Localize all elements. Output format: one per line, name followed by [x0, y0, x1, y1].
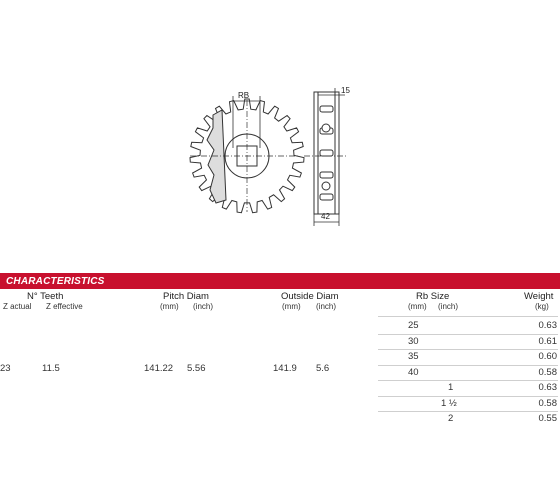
rb-row-divider — [378, 334, 558, 335]
rb-row-mm: 40 — [408, 366, 419, 378]
rb-row-divider — [378, 380, 558, 381]
rb-row-weight: 0.63 — [538, 320, 557, 331]
value-z-effective: 11.5 — [42, 363, 60, 374]
sprocket-front-view — [190, 99, 304, 213]
header-pitch-diam: Pitch Diam — [163, 291, 209, 302]
header-weight: Weight — [524, 291, 554, 302]
rb-row-inch: 1 ½ — [441, 397, 457, 409]
rb-row-divider — [378, 411, 558, 412]
rb-row-inch: 1 — [448, 382, 454, 393]
value-outside-mm: 141.9 — [273, 363, 297, 374]
value-pitch-mm: 141.22 — [144, 363, 174, 374]
header-n-teeth: N° Teeth — [27, 291, 64, 302]
header-rb-inch: (inch) — [438, 302, 459, 311]
header-outside-diam: Outside Diam — [281, 291, 339, 302]
header-outside-inch: (inch) — [316, 302, 337, 311]
value-z-actual: 23 — [0, 363, 11, 374]
rb-row-weight: 0.63 — [538, 382, 557, 393]
header-weight-kg: (kg) — [535, 302, 549, 311]
bottom-width-label: 42 — [321, 212, 330, 221]
side-view-tooth-4 — [320, 172, 333, 178]
header-outside-mm: (mm) — [282, 302, 301, 311]
value-outside-inch: 5.6 — [316, 363, 330, 374]
side-view-tooth-1 — [320, 106, 333, 112]
rb-row-weight: 0.60 — [538, 351, 557, 362]
rb-row-divider — [378, 396, 558, 397]
value-pitch-inch: 5.56 — [187, 363, 206, 374]
header-pitch-inch: (inch) — [193, 302, 214, 311]
rb-row-weight: 0.55 — [538, 413, 557, 424]
header-z-effective: Z effective — [46, 302, 83, 311]
header-z-actual: Z actual — [3, 302, 32, 311]
rb-row-mm: 30 — [408, 335, 419, 347]
rb-row-divider — [378, 349, 558, 350]
rb-row-weight: 0.58 — [538, 366, 557, 378]
sprocket-side-view — [304, 92, 348, 214]
rb-row-mm: 25 — [408, 320, 419, 331]
side-view-hole-1 — [322, 124, 330, 132]
header-rb-mm: (mm) — [408, 302, 427, 311]
side-view-tooth-3 — [320, 150, 333, 156]
rb-row-weight: 0.58 — [538, 397, 557, 409]
side-view-hole-2 — [322, 182, 330, 190]
top-width-label: 15 — [341, 86, 350, 95]
characteristics-title: CHARACTERISTICS — [6, 276, 105, 287]
header-pitch-mm: (mm) — [160, 302, 179, 311]
side-view-tooth-5 — [320, 194, 333, 200]
rb-row-weight: 0.61 — [538, 335, 557, 347]
characteristics-bar — [0, 275, 560, 289]
rb-dimension-label: RB — [238, 91, 250, 100]
rb-table-top-rule — [378, 316, 558, 317]
rb-row-inch: 2 — [448, 413, 454, 424]
header-rb-size: Rb Size — [416, 291, 450, 302]
rb-row-divider — [378, 365, 558, 366]
rb-row-mm: 35 — [408, 351, 419, 362]
